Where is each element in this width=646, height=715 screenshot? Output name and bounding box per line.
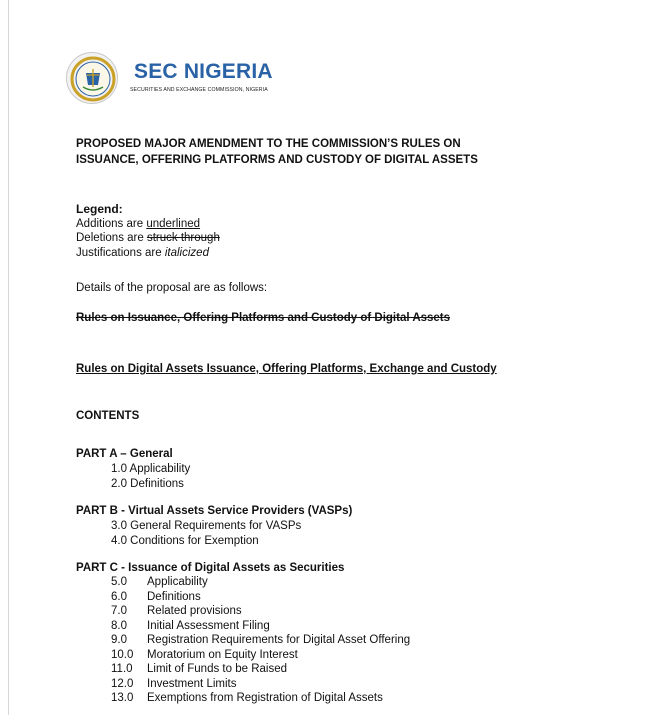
legend (76, 202, 220, 260)
part-c-item (76, 649, 576, 664)
item-label: Investment Limits (147, 677, 237, 690)
legend-justifications-prefix: Justifications are (76, 246, 165, 259)
contents-heading: CONTENTS (76, 410, 140, 422)
new-rules-title: Rules on Digital Assets Issuance, Offering Platforms, Exchange and Custody (76, 363, 497, 375)
seal-icon (67, 53, 119, 105)
item-label: Definitions (147, 590, 201, 603)
part-c-item (76, 620, 576, 635)
legend-additions (76, 217, 220, 232)
item-number: 7.0 (111, 605, 127, 617)
item-number: 13.0 (111, 692, 134, 704)
part-a-item: 2.0 Definitions (111, 477, 184, 490)
item-label: Registration Requirements for Digital Asset Offering (147, 634, 411, 646)
item-label: Initial Assessment Filing (147, 619, 270, 632)
item-number: 9.0 (111, 634, 127, 646)
legend-additions-sample: underlined (146, 217, 201, 230)
part-b-heading: PART B - Virtual Assets Service Providers (VASPs) (76, 505, 353, 517)
part-c-item (76, 605, 576, 620)
item-number: 5.0 (111, 576, 127, 588)
part-c-heading: PART C - Issuance of Digital Assets as Securities (76, 562, 345, 574)
item-number: 11.0 (111, 663, 133, 675)
part-a (76, 447, 190, 491)
part-c-item (76, 576, 576, 591)
part-c-item (76, 678, 576, 693)
legend-heading: Legend: (76, 202, 123, 216)
old-rules-title: Rules on Issuance, Offering Platforms and Custody of Digital Assets (76, 312, 451, 324)
item-number: 12.0 (111, 677, 134, 690)
org-subtitle: SECURITIES AND EXCHANGE COMMISSION, NIGERIA (130, 87, 268, 93)
legend-additions-prefix: Additions are (76, 217, 147, 230)
title-line-2: ISSUANCE, OFFERING PLATFORMS AND CUSTODY OF DIGITAL ASSETS (76, 154, 478, 166)
item-number: 8.0 (111, 619, 127, 632)
title-line-1: PROPOSED MAJOR AMENDMENT TO THE COMMISSION’S RULES ON (76, 138, 461, 150)
legend-justifications-sample: italicized (164, 246, 209, 259)
part-b-item: 4.0 Conditions for Exemption (111, 534, 259, 547)
part-a-heading: PART A – General (76, 448, 173, 460)
part-c-item (76, 692, 576, 707)
item-number: 6.0 (111, 590, 127, 603)
item-label: Limit of Funds to be Raised (147, 663, 287, 675)
item-label: Applicability (147, 576, 208, 588)
document-header (66, 52, 366, 106)
part-c-item (76, 591, 576, 606)
part-c-item (76, 663, 576, 678)
details-intro: Details of the proposal are as follows: (76, 282, 268, 294)
sec-seal-logo (66, 52, 118, 104)
part-c-item (76, 634, 576, 649)
part-b (76, 504, 352, 548)
legend-deletions-prefix: Deletions are (76, 232, 147, 244)
item-label: Related provisions (147, 605, 242, 617)
legend-deletions (76, 231, 220, 246)
document-title (76, 136, 596, 168)
part-b-item: 3.0 General Requirements for VASPs (111, 520, 302, 532)
page-edge (8, 0, 9, 715)
legend-justifications (76, 246, 220, 261)
part-a-item: 1.0 Applicability (111, 463, 191, 475)
item-label: Exemptions from Registration of Digital Assets (147, 692, 383, 704)
legend-deletions-sample: struck through (146, 232, 220, 244)
part-c (76, 561, 576, 707)
org-name: SEC NIGERIA (134, 60, 273, 83)
item-label: Moratorium on Equity Interest (147, 648, 298, 661)
item-number: 10.0 (111, 648, 134, 661)
